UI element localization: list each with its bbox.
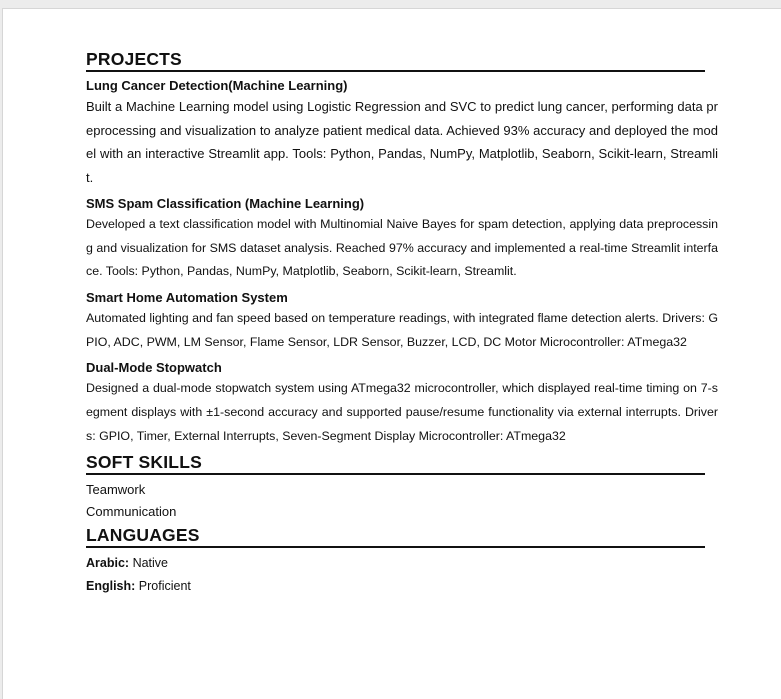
project-title: Lung Cancer Detection(Machine Learning): [86, 78, 348, 93]
soft-skills-heading: SOFT SKILLS: [86, 452, 705, 475]
project-item: [86, 77, 718, 190]
project-item: [86, 359, 718, 448]
project-item: [86, 195, 718, 284]
project-item: [86, 289, 718, 354]
language-level: Proficient: [138, 579, 191, 594]
project-title: Smart Home Automation System: [86, 289, 288, 305]
project-description: Built a Machine Learning model using Logistic Regression and SVC to predict lung cancer, performing data preprocessing and visualization to analyze patient medical data. Achieved 93% accuracy and deployed the model with an interactive Streamlit app. Tools: Python, Pandas, NumPy, Matplotlib, Seaborn, Scikit-learn, Streamlit.: [86, 99, 718, 186]
project-description: Developed a text classification model with Multinomial Naive Bayes for spam detection, applying data preprocessing and visualization for SMS dataset analysis. Reached 97% accuracy and implemented a real-time Streamlit interface. Tools: Python, Pandas, NumPy, Matplotlib, Seaborn, Scikit-learn, Streamlit.: [86, 216, 718, 279]
language-name: English:: [86, 579, 136, 594]
resume-content: [86, 49, 718, 598]
language-name: Arabic:: [86, 556, 130, 571]
language-item: [86, 552, 718, 575]
skill-item: Communication: [86, 504, 177, 520]
document-page: [2, 8, 781, 699]
soft-skills-list: [86, 479, 718, 523]
project-title: SMS Spam Classification (Machine Learning): [86, 195, 365, 211]
project-description: Designed a dual-mode stopwatch system using ATmega32 microcontroller, which displayed real-time timing on 7-segment displays with ±1-second accuracy and supported pause/resume functionality via external interrupts. Drivers: GPIO, Timer, External Interrupts, Seven-Segment Display Microcontroller: ATmega32: [86, 381, 718, 443]
projects-heading: PROJECTS: [86, 49, 705, 72]
languages-list: [86, 552, 718, 598]
language-item: [86, 575, 718, 598]
skill-item: Teamwork: [86, 482, 146, 498]
language-level: Native: [132, 556, 168, 571]
project-description: Automated lighting and fan speed based on temperature readings, with integrated flame detection alerts. Drivers: GPIO, ADC, PWM, LM Sensor, Flame Sensor, LDR Sensor, Buzzer, LCD, DC Motor Microcontroller: ATmega32: [86, 310, 718, 349]
project-title: Dual-Mode Stopwatch: [86, 360, 222, 376]
languages-heading: LANGUAGES: [86, 525, 705, 548]
